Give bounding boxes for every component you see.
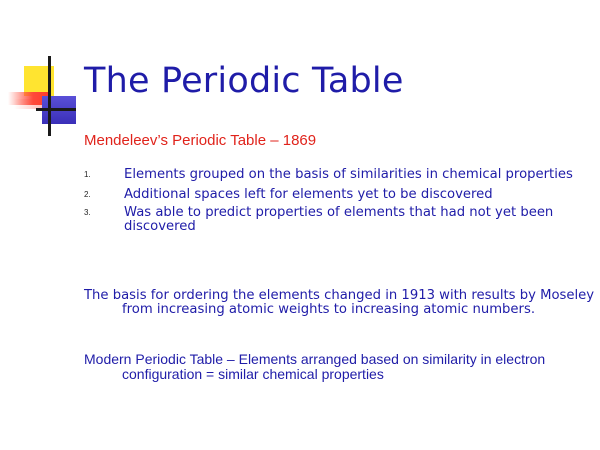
decor-vertical-line (48, 56, 51, 136)
slide-subtitle: Mendeleev’s Periodic Table – 1869 (84, 132, 317, 149)
slide-title: The Periodic Table (84, 61, 404, 101)
list-item (84, 168, 574, 182)
numbered-list (84, 168, 574, 234)
list-item-number: 3. (84, 208, 91, 217)
list-item-text: Elements grouped on the basis of similarities in chemical properties (124, 167, 573, 182)
list-item-text: Additional spaces left for elements yet to be discovered (124, 187, 493, 202)
list-item (84, 206, 574, 234)
list-item-number: 1. (84, 170, 91, 179)
body-paragraph: Modern Periodic Table – Elements arranged based on similarity in electron configuration = similar chemical properties (84, 351, 546, 382)
list-item (84, 188, 574, 202)
decor-horizontal-line (36, 108, 76, 111)
body-paragraph: The basis for ordering the elements changed in 1913 with results by Moseley from increasing atomic weights to increasing atomic numbers. (84, 288, 595, 317)
list-item-text: Was able to predict properties of elements that had not yet been discovered (124, 205, 554, 234)
list-item-number: 2. (84, 190, 91, 199)
